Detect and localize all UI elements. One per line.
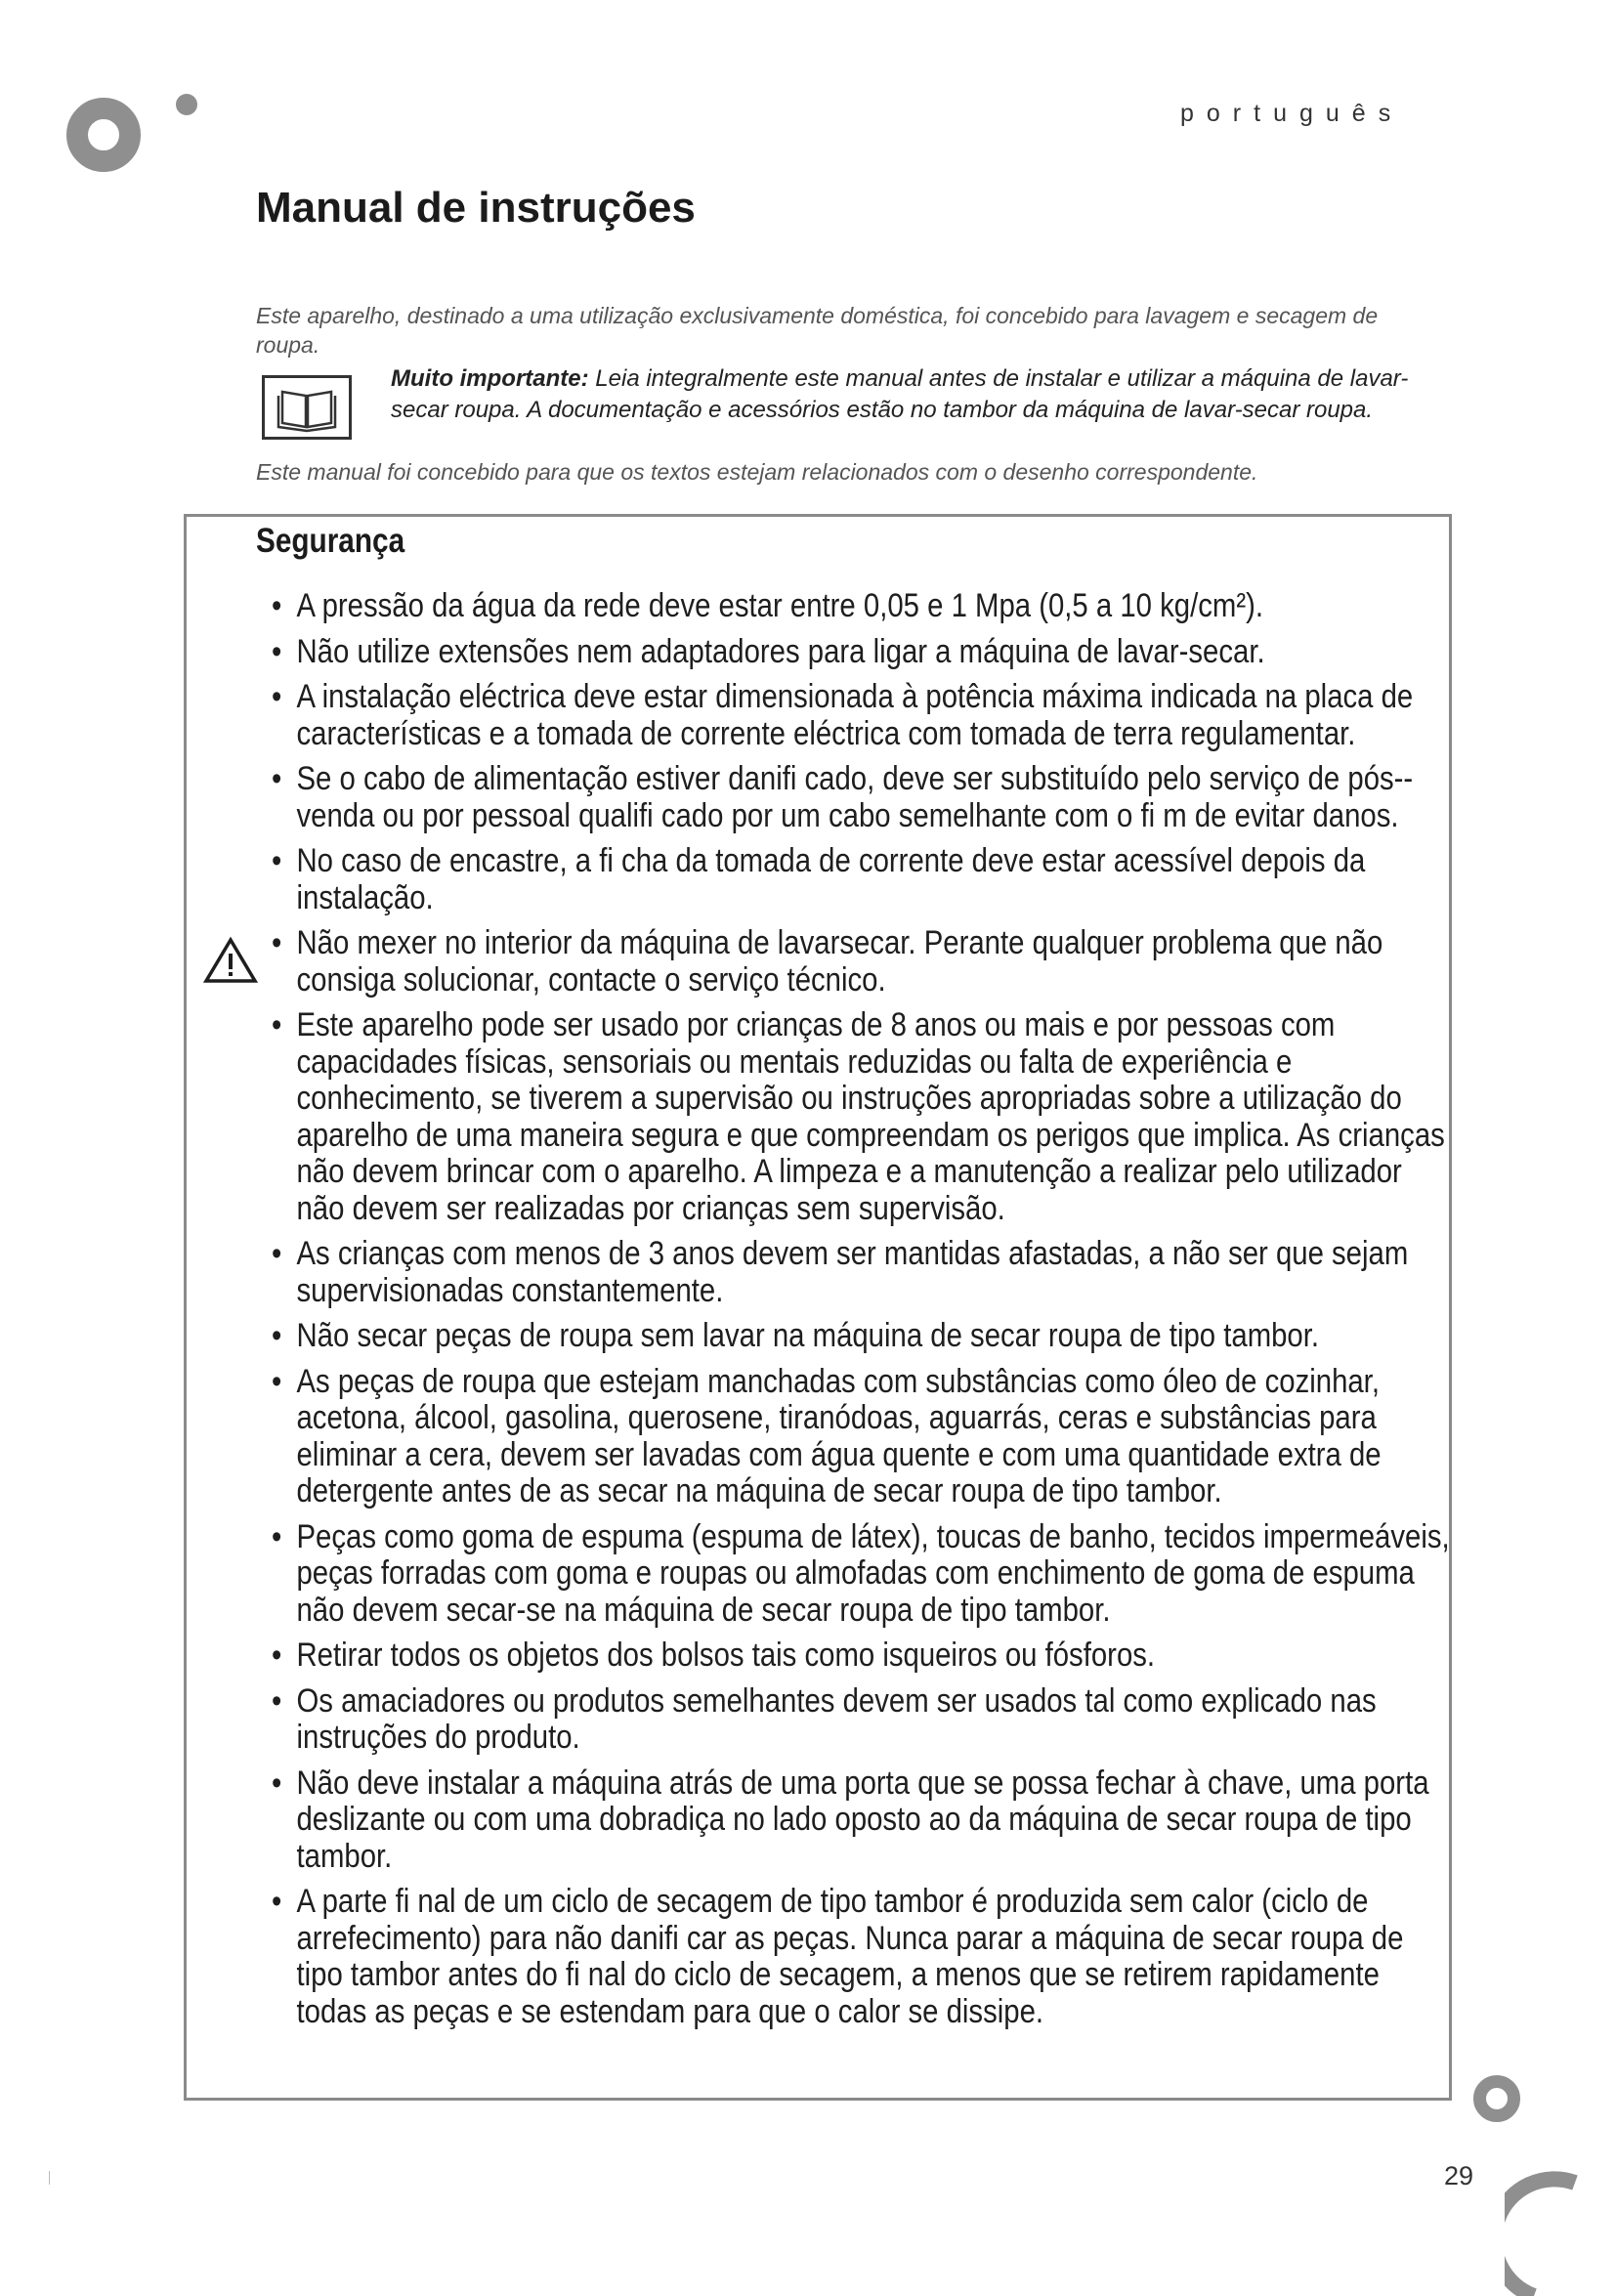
important-notice <box>391 363 1426 426</box>
footer-arc-decoration <box>1505 2169 1616 2296</box>
safety-title: Segurança <box>256 522 405 560</box>
footer-circle-decoration <box>1473 2075 1520 2122</box>
margin-mark <box>49 2171 50 2185</box>
safety-list <box>272 588 1451 2039</box>
list-item: • No caso de encastre, a fi cha da tomada de corrente deve estar acessível depois da instalação. <box>272 842 1366 916</box>
list-item-text: A parte fi nal de um ciclo de secagem de tipo tambor é produzida sem calor (ciclo de arrefecimento) para não danifi car as peças. Nunca parar a máquina de secar roupa de tipo tambor antes do fi nal do ciclo de secagem, a menos que se retirem rapidamente todas as peças e se estendam para que o calor se dissipe. <box>296 1883 1404 2030</box>
list-item-text: Peças como goma de espuma (espuma de látex), toucas de banho, tecidos impermeáveis, peças forradas com goma e roupas ou almofadas com enchimento de goma de espuma não devem secar-se na máquina de secar roupa de tipo tambor. <box>296 1517 1450 1629</box>
intro-note: Este manual foi concebido para que os textos estejam relacionados com o desenho correspondente. <box>256 459 1258 485</box>
list-item: • A instalação eléctrica deve estar dimensionada à potência máxima indicada na placa de características e a tomada de corrente eléctrica com tomada de terra regulamentar. <box>272 678 1414 752</box>
list-item-text: Não secar peças de roupa sem lavar na máquina de secar roupa de tipo tambor. <box>296 1317 1320 1354</box>
page-title: Manual de instruções <box>256 184 696 232</box>
list-item-text: Não mexer no interior da máquina de lavarsecar. Perante qualquer problema que não consiga solucionar, contacte o serviço técnico. <box>296 924 1383 999</box>
important-label: Muito importante: <box>391 365 589 392</box>
list-item-text: No caso de encastre, a fi cha da tomada de corrente deve estar acessível depois da instalação. <box>296 842 1366 916</box>
book-icon <box>262 375 352 440</box>
list-item-text: Se o cabo de alimentação estiver danifi cado, deve ser substituído pelo serviço de pós--venda ou por pessoal qualifi cado por um cabo semelhante com o fi m de evitar danos. <box>296 760 1414 834</box>
list-item-text: A instalação eléctrica deve estar dimensionada à potência máxima indicada na placa de características e a tomada de corrente eléctrica com tomada de terra regulamentar. <box>296 678 1414 752</box>
list-item: • Não secar peças de roupa sem lavar na máquina de secar roupa de tipo tambor. <box>272 1317 1320 1354</box>
logo-circle-large <box>66 98 141 172</box>
list-item-text: Os amaciadores ou produtos semelhantes devem ser usados tal como explicado nas instruções do produto. <box>296 1681 1377 1756</box>
warning-triangle-icon <box>203 936 258 985</box>
list-item: • A pressão da água da rede deve estar entre 0,05 e 1 Mpa (0,5 a 10 kg/cm²). <box>272 587 1264 624</box>
list-item: • Peças como goma de espuma (espuma de látex), toucas de banho, tecidos impermeáveis, peças forradas com goma e roupas ou almofadas com enchimento de goma de espuma não devem secar-se na máquina de secar roupa de tipo tambor. <box>272 1517 1450 1629</box>
important-text: Leia integralmente este manual antes de instalar e utilizar a máquina de lavar-secar roupa. A documentação e acessórios estão no tambor da máquina de lavar-secar roupa. <box>391 365 1409 423</box>
list-item-text: Retirar todos os objetos dos bolsos tais como isqueiros ou fósforos. <box>296 1637 1156 1674</box>
intro-purpose: Este aparelho, destinado a uma utilização exclusivamente doméstica, foi concebido para lavagem e secagem de roupa. <box>256 303 1379 358</box>
list-item-text: Não utilize extensões nem adaptadores para ligar a máquina de lavar-secar. <box>296 632 1265 670</box>
list-item: • Retirar todos os objetos dos bolsos tais como isqueiros ou fósforos. <box>272 1637 1156 1674</box>
list-item-text: A pressão da água da rede deve estar entre 0,05 e 1 Mpa (0,5 a 10 kg/cm²). <box>296 587 1264 624</box>
list-item: • As peças de roupa que estejam manchadas com substâncias como óleo de cozinhar, acetona, álcool, gasolina, querosene, tiranódoas, aguarrás, ceras e substâncias para eliminar a cera, devem ser lavadas com água quente e com uma quantidade extra de detergente antes de as secar na máquina de secar roupa de tipo tambor. <box>272 1362 1382 1509</box>
list-item: • A parte fi nal de um ciclo de secagem de tipo tambor é produzida sem calor (ciclo de arrefecimento) para não danifi car as peças. Nunca parar a máquina de secar roupa de tipo tambor antes do fi nal do ciclo de secagem, a menos que se retirem rapidamente todas as peças e se estendam para que o calor se dissipe. <box>272 1883 1404 2030</box>
list-item: • Este aparelho pode ser usado por crianças de 8 anos ou mais e por pessoas com capacidades físicas, sensoriais ou mentais reduzidas ou falta de experiência e conhecimento, se tiverem a supervisão ou instruções apropriadas sobre a utilização do aparelho de uma maneira segura e que compreendam os perigos que implica. As crianças não devem brincar com o aparelho. A limpeza e a manutenção a realizar pelo utilizador não devem ser realizadas por crianças sem supervisão. <box>272 1006 1445 1227</box>
list-item: • Não utilize extensões nem adaptadores para ligar a máquina de lavar-secar. <box>272 632 1265 670</box>
list-item: • Se o cabo de alimentação estiver danifi cado, deve ser substituído pelo serviço de pós--venda ou por pessoal qualifi cado por um cabo semelhante com o fi m de evitar danos. <box>272 760 1414 834</box>
list-item: • Não deve instalar a máquina atrás de uma porta que se possa fechar à chave, uma porta deslizante ou com uma dobradiça no lado oposto ao da máquina de secar roupa de tipo tambor. <box>272 1764 1429 1875</box>
list-item-text: As peças de roupa que estejam manchadas com substâncias como óleo de cozinhar, acetona, álcool, gasolina, querosene, tiranódoas, aguarrás, ceras e substâncias para eliminar a cera, devem ser lavadas com água quente e com uma quantidade extra de detergente antes de as secar na máquina de secar roupa de tipo tambor. <box>296 1362 1382 1509</box>
list-item: • Os amaciadores ou produtos semelhantes devem ser usados tal como explicado nas instruções do produto. <box>272 1681 1377 1756</box>
page-number: 29 <box>1444 2161 1474 2190</box>
list-item: • As crianças com menos de 3 anos devem ser mantidas afastadas, a não ser que sejam supervisionadas constantemente. <box>272 1235 1409 1309</box>
list-item-text: Este aparelho pode ser usado por crianças de 8 anos ou mais e por pessoas com capacidades físicas, sensoriais ou mentais reduzidas ou falta de experiência e conhecimento, se tiverem a supervisão ou instruções apropriadas sobre a utilização do aparelho de uma maneira segura e que compreendam os perigos que implica. As crianças não devem brincar com o aparelho. A limpeza e a manutenção a realizar pelo utilizador não devem ser realizadas por crianças sem supervisão. <box>296 1006 1445 1227</box>
logo-circle-small <box>176 94 197 115</box>
list-item: • Não mexer no interior da máquina de lavarsecar. Perante qualquer problema que não consiga solucionar, contacte o serviço técnico. <box>272 924 1383 999</box>
language-label: português <box>1180 100 1404 127</box>
list-item-text: Não deve instalar a máquina atrás de uma porta que se possa fechar à chave, uma porta deslizante ou com uma dobradiça no lado oposto ao da máquina de secar roupa de tipo tambor. <box>296 1764 1429 1875</box>
list-item-text: As crianças com menos de 3 anos devem ser mantidas afastadas, a não ser que sejam supervisionadas constantemente. <box>296 1235 1409 1309</box>
